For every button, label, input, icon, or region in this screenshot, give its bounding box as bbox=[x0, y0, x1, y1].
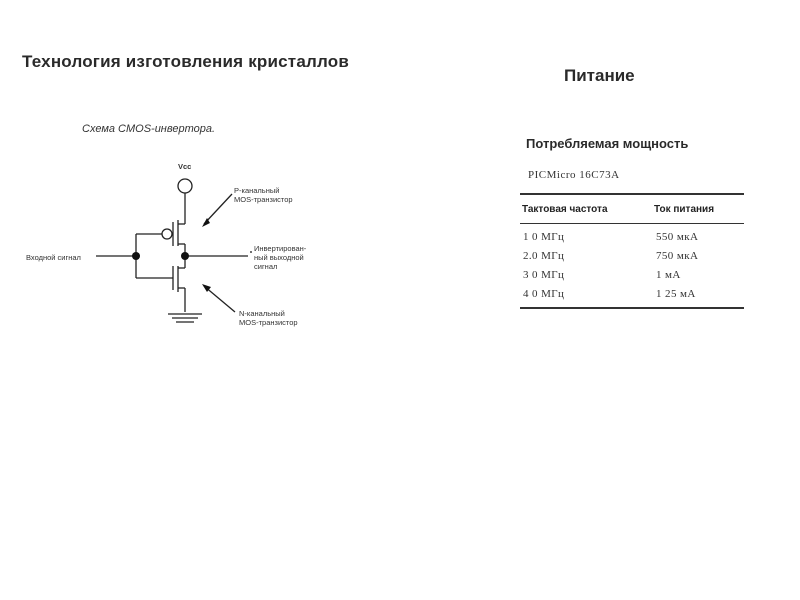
cell-frequency: 2.0 МГц bbox=[523, 250, 565, 262]
power-heading: Потребляемая мощность bbox=[526, 136, 689, 151]
vcc-label: Vcc bbox=[178, 162, 192, 171]
pmos-gate-bubble bbox=[162, 229, 172, 239]
n-channel-label: N-канальный MOS-транзистор bbox=[239, 309, 298, 327]
vcc-terminal bbox=[178, 179, 192, 193]
cell-current: 750 мкА bbox=[656, 250, 699, 262]
cell-current: 1 25 мА bbox=[656, 288, 696, 300]
diagram-caption: Схема CMOS-инвертора. bbox=[82, 123, 216, 135]
header-clock-frequency: Тактовая частота bbox=[522, 204, 608, 215]
header-supply-current: Ток питания bbox=[654, 204, 715, 215]
table-header-rule bbox=[520, 223, 744, 224]
slide-title-left: Технология изготовления кристаллов bbox=[22, 52, 349, 71]
input-signal-label: Входной сигнал bbox=[26, 253, 81, 262]
table-bottom-rule bbox=[520, 307, 744, 309]
table-top-rule bbox=[520, 193, 744, 195]
p-arrow bbox=[204, 194, 232, 224]
output-signal-label: Инвертирован- ный выходной сигнал bbox=[254, 244, 307, 271]
output-junction-dot bbox=[181, 252, 189, 260]
p-channel-label: P-канальный MOS-транзистор bbox=[234, 186, 293, 204]
model-name: PICMicro 16C73A bbox=[528, 169, 620, 181]
cell-frequency: 4 0 МГц bbox=[523, 288, 565, 300]
cell-frequency: 3 0 МГц bbox=[523, 269, 565, 281]
cell-current: 1 мА bbox=[656, 269, 681, 281]
slide-title-right: Питание bbox=[564, 66, 635, 85]
cell-current: 550 мкА bbox=[656, 231, 699, 243]
input-junction-dot bbox=[132, 252, 140, 260]
cell-frequency: 1 0 МГц bbox=[523, 231, 565, 243]
